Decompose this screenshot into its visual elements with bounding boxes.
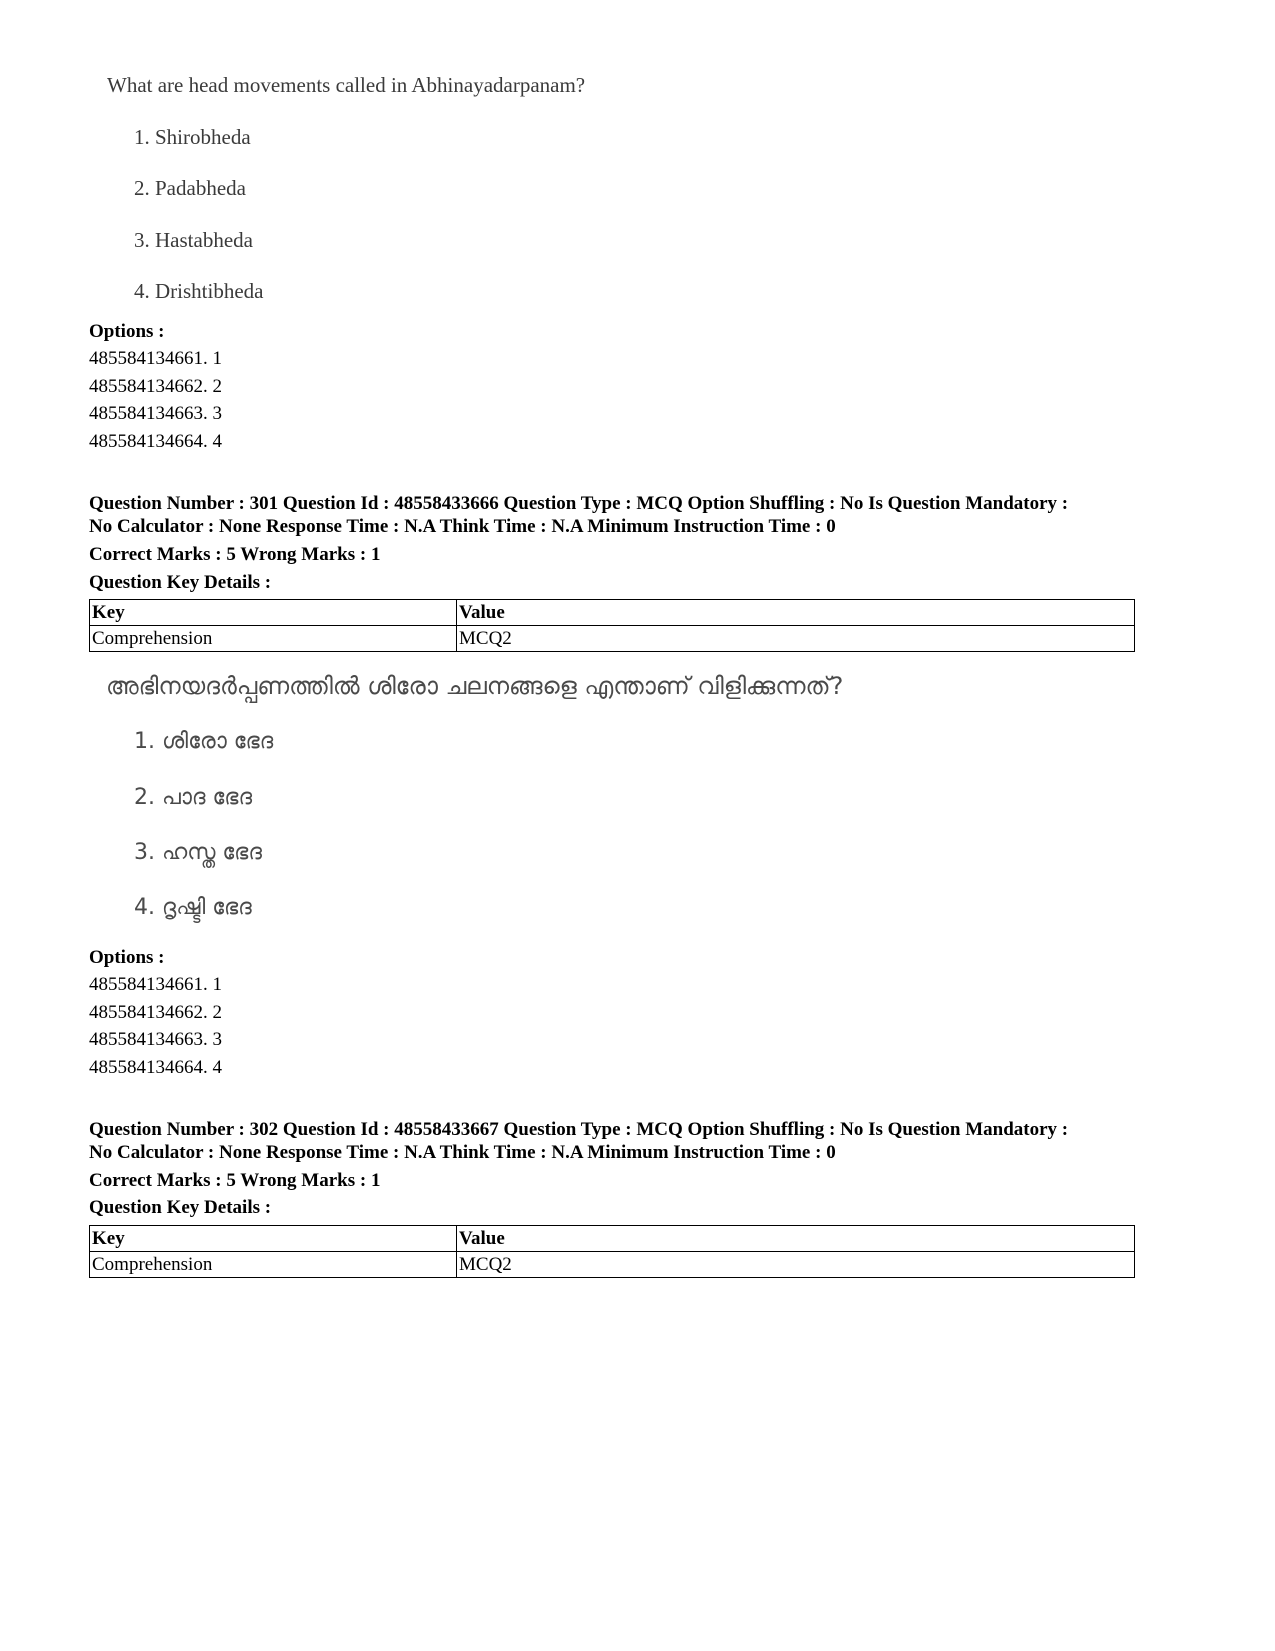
table-cell-value: MCQ2 xyxy=(457,626,1135,652)
option-line: 485584134663. 3 xyxy=(89,403,222,424)
option-line: 485584134664. 4 xyxy=(89,1057,222,1078)
question-choice-2: 2. Padabheda xyxy=(134,176,246,200)
options-label: Options : xyxy=(89,321,165,342)
table-cell-key: Comprehension xyxy=(90,626,457,652)
option-line: 485584134664. 4 xyxy=(89,431,222,452)
table-header-row xyxy=(90,600,1135,626)
table-row xyxy=(90,1252,1135,1278)
options-label: Options : xyxy=(89,947,165,968)
question-choice-3: 3. ഹസ്ത ഭേദ xyxy=(134,840,262,865)
question-meta-line: No Calculator : None Response Time : N.A Think Time : N.A Minimum Instruction Time : 0 xyxy=(89,516,836,537)
question-choice-4: 4. ദൃഷ്ടി ഭേദ xyxy=(134,895,252,920)
option-line: 485584134662. 2 xyxy=(89,376,222,397)
marks-line: Correct Marks : 5 Wrong Marks : 1 xyxy=(89,1170,381,1191)
option-line: 485584134662. 2 xyxy=(89,1002,222,1023)
table-cell-value: MCQ2 xyxy=(457,1252,1135,1278)
table-row xyxy=(90,626,1135,652)
key-details-label: Question Key Details : xyxy=(89,1197,272,1218)
question-choice-2: 2. പാദ ഭേദ xyxy=(134,785,253,810)
question-choice-1: 1. ശിരോ ഭേദ xyxy=(134,729,274,754)
key-details-label: Question Key Details : xyxy=(89,572,272,593)
table-header-value: Value xyxy=(457,600,1135,626)
key-details-table xyxy=(89,599,1135,652)
question-choice-1: 1. Shirobheda xyxy=(134,125,251,149)
question-text: അഭിനയദർപ്പണത്തിൽ ശിരോ ചലനങ്ങളെ എന്താണ് വിളിക്കുന്നത്? xyxy=(106,672,844,700)
option-line: 485584134661. 1 xyxy=(89,974,222,995)
question-meta-line: Question Number : 302 Question Id : 48558433667 Question Type : MCQ Option Shuffling : No Is Question Mandatory : xyxy=(89,1119,1069,1140)
question-meta-line: No Calculator : None Response Time : N.A Think Time : N.A Minimum Instruction Time : 0 xyxy=(89,1142,836,1163)
table-header-key: Key xyxy=(90,1226,457,1252)
table-header-value: Value xyxy=(457,1226,1135,1252)
table-cell-key: Comprehension xyxy=(90,1252,457,1278)
key-details-table xyxy=(89,1225,1135,1278)
marks-line: Correct Marks : 5 Wrong Marks : 1 xyxy=(89,544,381,565)
question-choice-4: 4. Drishtibheda xyxy=(134,279,264,303)
question-choice-3: 3. Hastabheda xyxy=(134,228,253,252)
question-meta-line: Question Number : 301 Question Id : 48558433666 Question Type : MCQ Option Shuffling : No Is Question Mandatory : xyxy=(89,493,1069,514)
table-header-row xyxy=(90,1226,1135,1252)
question-text: What are head movements called in Abhinayadarpanam? xyxy=(107,73,586,97)
table-header-key: Key xyxy=(90,600,457,626)
option-line: 485584134661. 1 xyxy=(89,348,222,369)
option-line: 485584134663. 3 xyxy=(89,1029,222,1050)
